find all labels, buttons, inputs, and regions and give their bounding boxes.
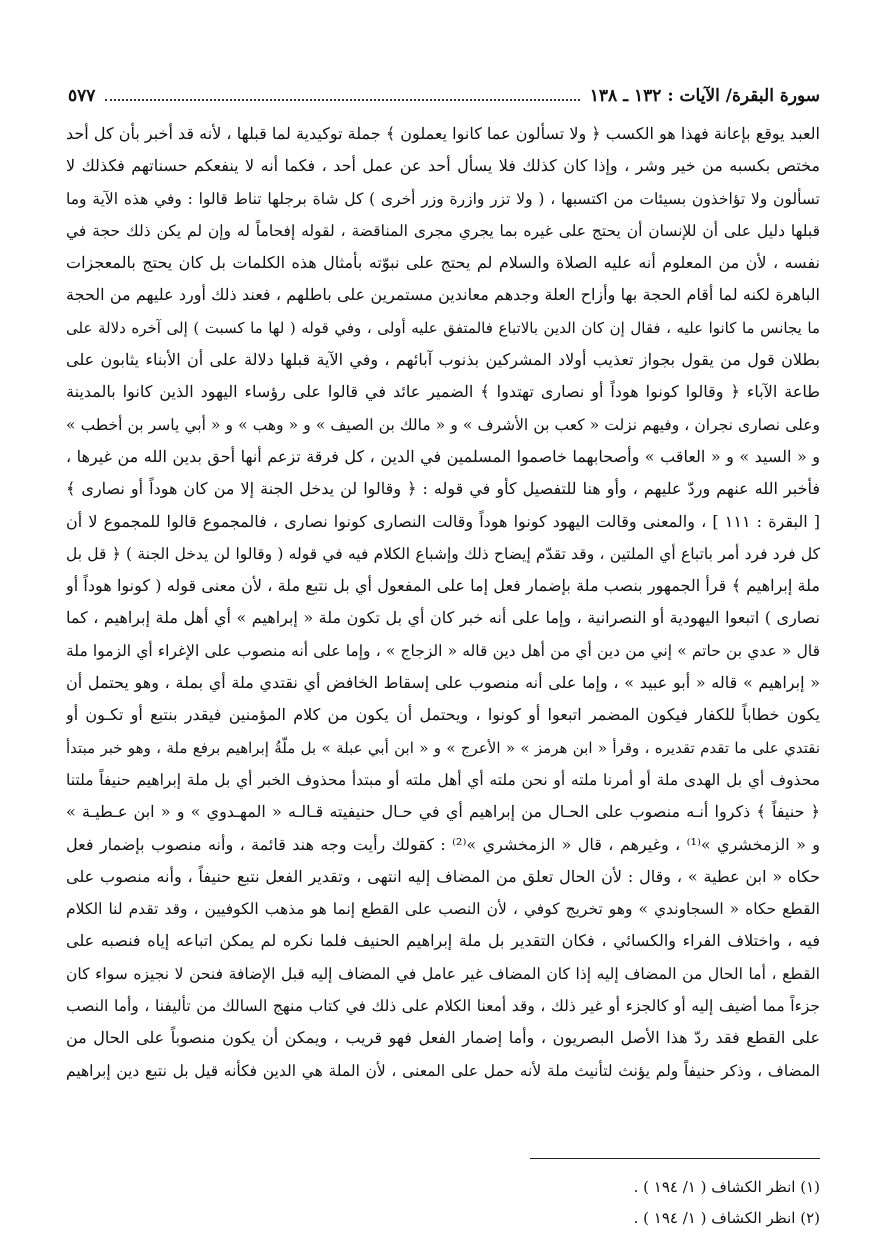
text-line: قال « عدي بن حاتم » إني من دين أي من أهل دين قاله « الزجاج » ، وإما على أنه منصوب على الإغراء أي الزموا ملة <box>66 641 820 660</box>
text-line: و « الزمخشري »⁽¹⁾ ، وغيرهم ، قال « الزمخشري »⁽²⁾ : كقولك رأيت وجه هند قائمة ، وأنه منصوب بإضمار فعل <box>66 834 820 854</box>
text-line: حكاه « ابن عطية » ، وقال : لأن الحال تعلق من المضاف إليه انتهى ، وتقدير الفعل نتبع حنيفاً ، وأنه منصوب على <box>66 866 820 886</box>
text-line: نصارى ) اتبعوا اليهودية أو النصرانية ، وإما على أنه خبر كان أي بل تكون ملة « إبراهيم » أي أهل ملة إبراهيم ، كما <box>66 608 820 628</box>
body-text <box>66 118 820 1087</box>
text-line: نفسه ، لأن من المعلوم أنه عليه الصلاة والسلام لم يحتج على نبوّته بأمثال هذه الكلمات بل كان يحتج بالمعجزات <box>66 253 820 273</box>
text-line: [ البقرة : ١١١ ] ، والمعنى وقالت اليهود كونوا هوداً وقالت النصارى كونوا نصارى ، فالمجموع قالوا للمجموع لا أن <box>66 511 820 531</box>
text-line: يكون خطاباً للكفار فيكون المضمر اتبعوا أو كونوا ، ويحتمل أن يكون من كلام المؤمنين فيقدر بنتبع أو تكـون أو <box>66 705 820 725</box>
running-title: سورة البقرة/ الآيات : ١٣٢ ـ ١٣٨ <box>589 86 820 106</box>
text-line: قبلها دليل على أن للإنسان أن يحتج على غيره بما يجري مجرى المناقضة ، لقوله إفحاماً له وإن لم يكن ذلك حجة في <box>66 221 820 240</box>
text-line: فأخبر الله عنهم وردّ عليهم ، وأو هنا للتفصيل كأو في قوله : ﴿ وقالوا لن يدخل الجنة إلا من كان هوداً أو نصارى ﴾ <box>66 479 820 499</box>
text-line: المضاف ، وذكر حنيفاً ولم يؤنث لتأنيث ملة لأنه حمل على المعنى ، لأن الملة هي الدين فكأنه قيل بل نتبع دين إبراهيم <box>66 1061 820 1080</box>
text-line: ملة إبراهيم ﴾ قرأ الجمهور بنصب ملة بإضمار فعل إما على المفعول أي بل نتبع ملة ، لأن معنى قوله ( كونوا هوداً أو <box>66 576 820 596</box>
text-line: العبد يوقع بإعانة فهذا هو الكسب ﴿ ولا تسألون عما كانوا يعملون ﴾ جملة توكيدية لما قبلها ، لأنه قد أخبر بأن كل أحد <box>66 124 820 143</box>
text-line: وعلى نصارى نجران ، وفيهم نزلت « كعب بن الأشرف » و « مالك بن الصيف » و « وهب » و « أبي ياسر بن أخطب » <box>66 415 820 434</box>
page-header <box>68 82 820 110</box>
text-line: و « السيد » و « العاقب » وأصحابهما خاصموا المسلمين في الدين ، كل فرقة تزعم أنها أحق بدين الله من غيرها ، <box>66 446 820 466</box>
footnote-separator <box>530 1158 820 1159</box>
text-line: القطع حكاه « السجاوندي » وهو تخريج كوفي ، لأن النصب على القطع إنما هو مذهب الكوفيين ، وقد تقدم لنا الكلام <box>66 900 820 919</box>
text-line: طاعة الآباء ﴿ وقالوا كونوا هوداً أو نصارى تهتدوا ﴾ الضمير عائد في قالوا على رؤساء اليهود الذين كانوا بالمدينة <box>66 382 820 402</box>
text-line: القطع ، أما الحال من المضاف إليه إذا كان المضاف غير عامل في المضاف إليه قبل الإضافة فنحن لا نجيزه سواء كان <box>66 964 820 983</box>
text-line: « إبراهيم » قاله « أبو عبيد » ، وإما على أنه منصوب على إسقاط الخافض أي نقتدي ملة أي بملة ، وهو يحتمل أن <box>66 673 820 693</box>
page-number: ٥٧٧ <box>68 86 96 106</box>
text-line: ما يجانس ما كانوا عليه ، فقال إن كان الدين بالاتباع فالمتفق عليه أولى ، وفي قوله ( لها ما كسبت ) إلى آخره دلالة على <box>66 318 820 337</box>
text-line: مختص بكسبه من خير وشر ، وإذا كان كذلك فلا يسأل أحد عن عمل أحد ، فكما أنه لا ينفعكم حسناتهم فكذلك لا <box>66 156 820 176</box>
text-line: الباهرة لكنه لما أقام الحجة بها وأزاح العلة وجدهم معاندين مستمرين على باطلهم ، فعند ذلك أورد عليهم من الحجة <box>66 285 820 305</box>
footnote-1: (١) انظر الكشاف ( ١/ ١٩٤ ) . <box>633 1178 820 1196</box>
text-line: على القطع فقد ردّ هذا الأصل البصريون ، وأما إضمار الفعل فهو قريب ، ويمكن أن يكون منصوباً على الحال من <box>66 1028 820 1048</box>
text-line: كل فرد فرد أمر باتباع أي الملتين ، وقد تقدّم إيضاح ذلك وإشباع الكلام فيه في قوله ( وقالوا لن يدخل الجنة ) ﴿ قل بل <box>66 544 820 563</box>
text-line: فيه ، واختلاف الفراء والكسائي ، فكان التقدير بل ملة إبراهيم الحنيف فلما نكره لم يمكن اتباعه إياه فنصبه على <box>66 931 820 951</box>
text-line: نقتدي على ما تقدم تقديره ، وقرأ « ابن هرمز » « الأعرج » و « ابن أبي عبلة » بل ملّةُ إبراهيم برفع ملة ، وهو خبر مبتدأ <box>66 738 820 757</box>
footnote-2: (٢) انظر الكشاف ( ١/ ١٩٤ ) . <box>633 1209 820 1227</box>
text-line: جزءاً مما أضيف إليه أو كالجزء أو غير ذلك ، وقد أمعنا الكلام على ذلك في كتاب منهج السالك من تأليفنا ، وأما النصب <box>66 997 820 1016</box>
footnotes <box>66 1172 820 1234</box>
text-line: ﴿ حنيفاً ﴾ ذكروا أنـه منصوب على الحـال من إبراهيم أي في حـال حنيفيته قـالـه « المهـدوي » و « ابن عـطيـة » <box>66 802 820 822</box>
text-line: محذوف أي بل الهدى ملة أو أمرنا ملته أو نحن ملته أي أهل ملته أو مبتدأ محذوف الخبر أي بل ملة إبراهيم حنيفاً ملتنا <box>66 770 820 789</box>
text-line: تسألون ولا تؤاخذون بسيئات من اكتسبها ، ( ولا تزر وازرة وزر أخرى ) كل شاة برجلها تناط قالوا : وفي هذه الآية وما <box>66 189 820 208</box>
text-line: بطلان قول من يقول بجواز تعذيب أولاد المشركين بذنوب آبائهم ، وفي الآية قبلها دلالة على أن الأبناء يثابون على <box>66 350 820 370</box>
leader-dots <box>105 99 579 101</box>
